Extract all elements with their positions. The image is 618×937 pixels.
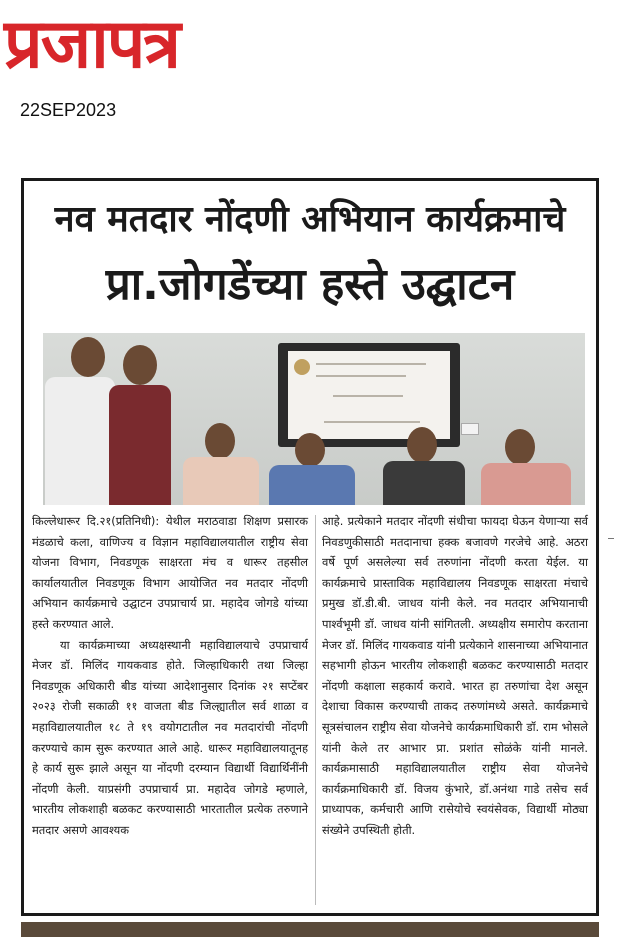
wall-switch-icon — [461, 423, 479, 435]
headline-line-1: नव मतदार नोंदणी अभियान कार्यक्रमाचे — [54, 199, 566, 240]
event-photo — [43, 333, 585, 505]
next-clipping-edge — [21, 922, 599, 937]
article-paragraph: किल्लेधारूर दि.२१(प्रतिनिधी): येथील मराठवाडा शिक्षण प्रसारक मंडळाचे कला, वाणिज्य व विज्ञान महाविद्यालयातील राष्ट्रीय सेवा योजना विभाग, निवडणूक साक्षरता मंच व धारूर तहसील कार्यालयातील निवडणूक विभाग आयोजित नव मतदार नोंदणी अभियान कार्यक्रमाचे उद्घाटन उपप्राचार्य प्रा. महादेव जोगडे यांच्या हस्ते करण्यात आले. — [32, 514, 308, 631]
college-logo-icon — [294, 359, 310, 375]
article-column-left — [32, 511, 308, 841]
column-divider — [315, 515, 316, 905]
article-column-right — [322, 511, 588, 841]
masthead-title: प्रजापत्र — [4, 5, 179, 84]
article-paragraph: आहे. प्रत्येकाने मतदार नोंदणी संधीचा फायदा घेऊन येणाऱ्या सर्व निवडणुकीसाठी मतदानाचा हक्क बजावणे गरजेचे आहे. अठरा वर्षे पूर्ण असलेल्या सर्व तरुणांना नोंदणी करता येईल. या कार्यक्रमाचे प्रास्ताविक महाविद्यालय निवडणूक साक्षरता मंचाचे प्रमुख डॉ.डी.बी. जाधव यांनी केले. नव मतदार अभियानाची पार्श्वभूमी डॉ. जाधव यांनी सांगितली. अध्यक्षीय समारोप करताना मेजर डॉ. मिलिंद गायकवाड यांनी प्रत्येकाने शासनाच्या अभियानात सहभागी होऊन भारतीय लोकशाही बळकट करण्यासाठी मतदार नोंदणी कक्षाला सहकार्य करावे. भारत हा तरुणांचा देश असून देशाचा विकास करण्याची ताकद तरुणांमध्ये असते. कार्यक्रमाचे सूत्रसंचालन राष्ट्रीय सेवा योजनेचे कार्यक्रमाधिकारी डॉ. राम भोसले यांनी केले तर आभार प्रा. प्रशांत सोळंके यांनी मानले. कार्यक्रमासाठी महाविद्यालयातील राष्ट्रीय सेवा योजनेचे कार्यक्रमाधिकारी डॉ. विजय कुंभारे, डॉ.अनंथा गाडे तसेच सर्व प्राध्यापक, कर्मचारी आणि रासेयोचे स्वयंसेवक, विद्यार्थी मोठ्या संख्येने उपस्थिती होती. — [322, 514, 588, 837]
publication-date: 22SEP2023 — [20, 100, 117, 120]
headline-line-2: प्रा.जोगडेंच्या हस्ते उद्घाटन — [105, 259, 515, 310]
newspaper-masthead — [4, 2, 304, 88]
article-paragraph: या कार्यक्रमाच्या अध्यक्षस्थानी महाविद्यालयाचे उपप्राचार्य मेजर डॉ. मिलिंद गायकवाड होते. जिल्हाधिकारी तथा जिल्हा निवडणूक अधिकारी बीड यांच्या आदेशानुसार दिनांक २१ सप्टेंबर २०२३ रोजी सकाळी ११ वाजता बीड जिल्ह्यातील सर्व शाळा व महाविद्यालयातील १८ ते १९ वयोगटातील नव मतदारांची नोंदणी करण्याचे काम सुरू करण्यात आले आहे. धारूर महाविद्यालयातूनह हे कार्य सुरू झाले असून या नोंदणी दरम्यान विद्यार्थी विद्यार्थिनींनी नोंदणी केली. याप्रसंगी उपप्राचार्य प्रा. महादेव जोगडे म्हणाले, भारतीय लोकशाही बळकट करण्यासाठी भारतातील प्रत्येक तरुणाने मतदार असणे आवश्यक — [32, 637, 308, 837]
news-clipping — [21, 178, 599, 916]
margin-mark — [608, 538, 614, 539]
